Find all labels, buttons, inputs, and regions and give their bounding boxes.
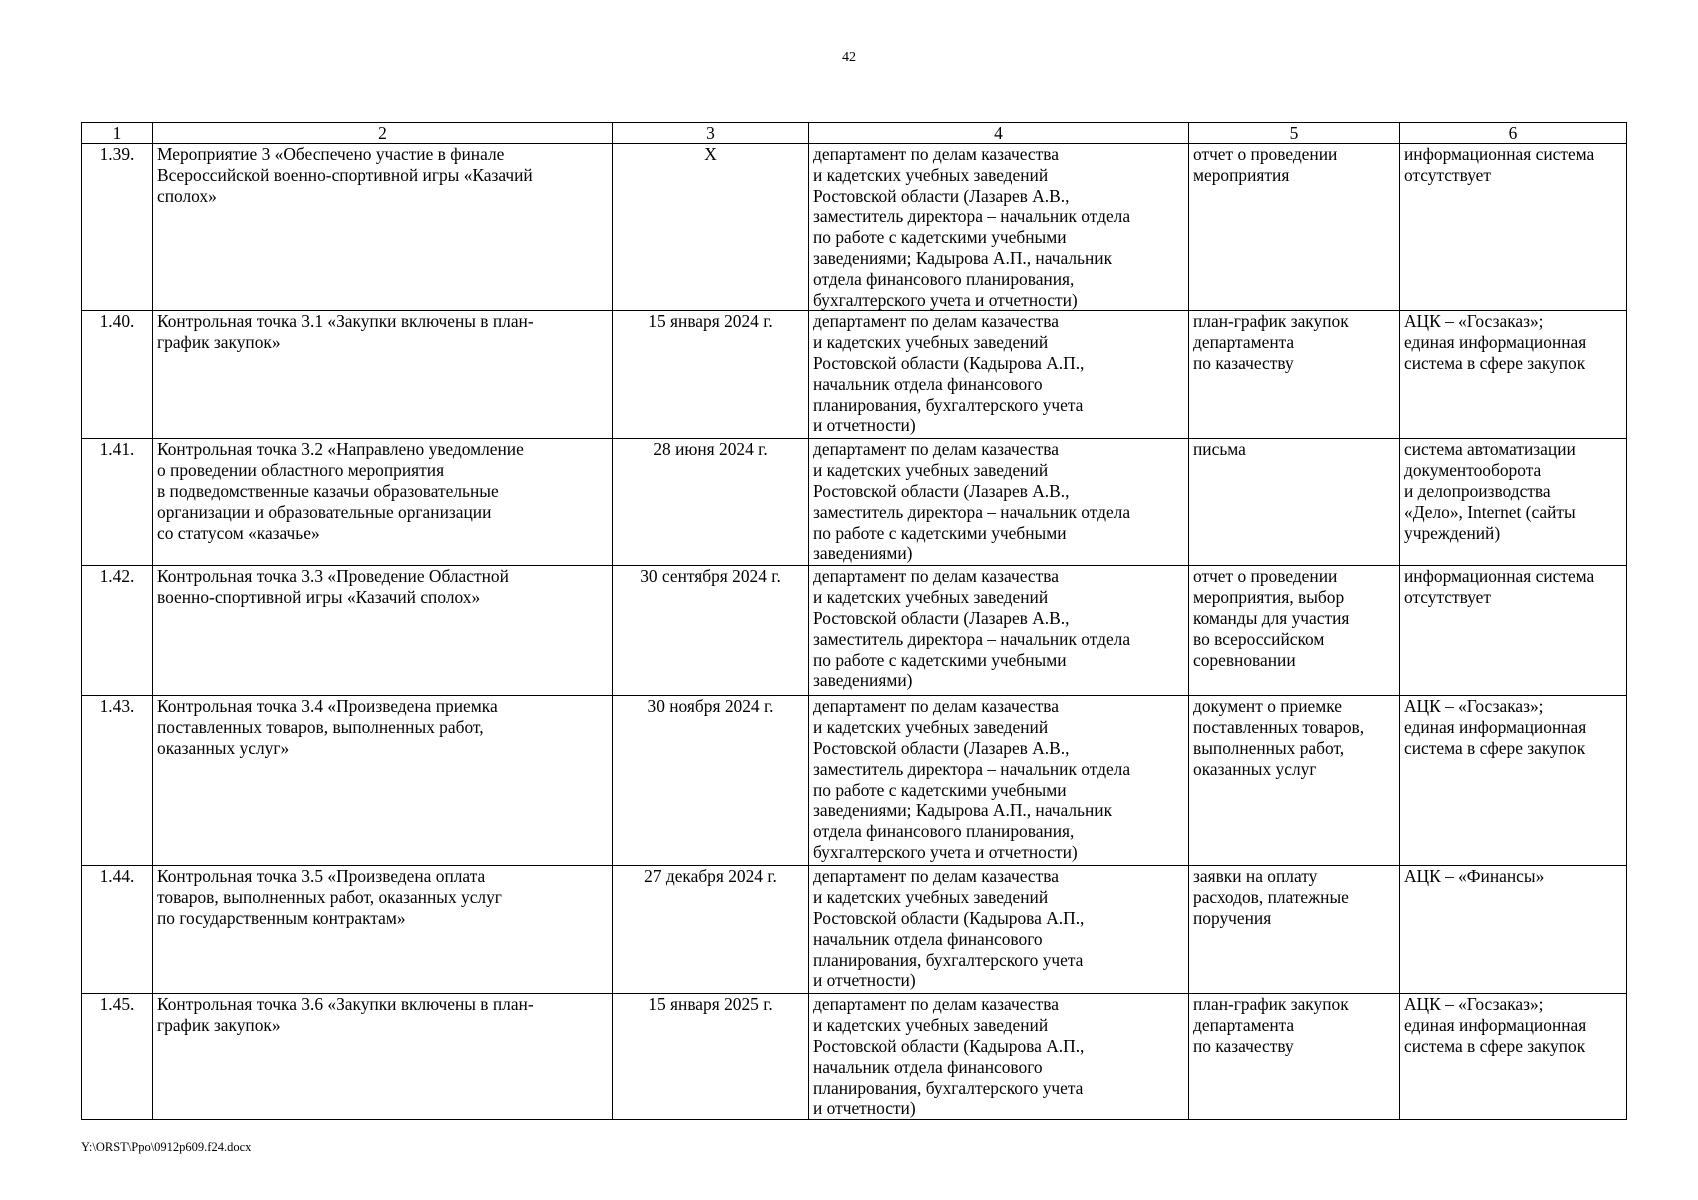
responsible: департамент по делам казачества и кадетских учебных заведений Ростовской области (Кадырова А.П., начальник отдела финансового планирования, бухгалтерского учета и отчетности)	[809, 994, 1189, 1120]
column-header: 5	[1189, 123, 1400, 144]
column-header: 4	[809, 123, 1189, 144]
responsible: департамент по делам казачества и кадетских учебных заведений Ростовской области (Лазарев А.В., заместитель директора – начальник отдела по работе с кадетскими учебными заведениями)	[809, 566, 1189, 696]
document-type: заявки на оплату расходов, платежные поручения	[1189, 866, 1400, 994]
responsible: департамент по делам казачества и кадетских учебных заведений Ростовской области (Кадырова А.П., начальник отдела финансового планирования, бухгалтерского учета и отчетности)	[809, 866, 1189, 994]
document-type: план-график закупок департамента по казачеству	[1189, 311, 1400, 439]
row-number: 1.45.	[82, 994, 153, 1120]
document-type: письма	[1189, 439, 1400, 566]
event-name: Контрольная точка 3.5 «Произведена оплата товаров, выполненных работ, оказанных услуг по государственным контрактам»	[153, 866, 613, 994]
event-name: Мероприятие 3 «Обеспечено участие в финале Всероссийской военно-спортивной игры «Казачий сполох»	[153, 144, 613, 311]
document-type: план-график закупок департамента по казачеству	[1189, 994, 1400, 1120]
table-row	[82, 311, 1627, 439]
document-type: отчет о проведении мероприятия	[1189, 144, 1400, 311]
document-type: отчет о проведении мероприятия, выбор команды для участия во всероссийском соревновании	[1189, 566, 1400, 696]
deadline: 15 января 2025 г.	[613, 994, 809, 1120]
event-name: Контрольная точка 3.2 «Направлено уведомление о проведении областного мероприятия в подведомственные казачьи образовательные организации и образовательные организации со статусом «казачье»	[153, 439, 613, 566]
table-header-row	[82, 123, 1627, 144]
info-system: система автоматизации документооборота и делопроизводства «Дело», Internet (сайты учреждений)	[1400, 439, 1627, 566]
info-system: АЦК – «Финансы»	[1400, 866, 1627, 994]
event-name: Контрольная точка 3.4 «Произведена приемка поставленных товаров, выполненных работ, оказанных услуг»	[153, 696, 613, 866]
table-row	[82, 866, 1627, 994]
deadline: 30 сентября 2024 г.	[613, 566, 809, 696]
info-system: информационная система отсутствует	[1400, 566, 1627, 696]
footer-file-path: Y:\ORST\Ppo\0912p609.f24.docx	[81, 1140, 252, 1154]
column-header: 6	[1400, 123, 1627, 144]
deadline: 28 июня 2024 г.	[613, 439, 809, 566]
row-number: 1.41.	[82, 439, 153, 566]
info-system: АЦК – «Госзаказ»; единая информационная система в сфере закупок	[1400, 311, 1627, 439]
deadline: 15 января 2024 г.	[613, 311, 809, 439]
event-name: Контрольная точка 3.3 «Проведение Областной военно-спортивной игры «Казачий сполох»	[153, 566, 613, 696]
info-system: информационная система отсутствует	[1400, 144, 1627, 311]
page-number: 42	[842, 50, 856, 65]
row-number: 1.43.	[82, 696, 153, 866]
table-row	[82, 144, 1627, 311]
column-header: 2	[153, 123, 613, 144]
column-header: 1	[82, 123, 153, 144]
responsible: департамент по делам казачества и кадетских учебных заведений Ростовской области (Лазарев А.В., заместитель директора – начальник отдела по работе с кадетскими учебными заведениями; Кадырова А.П., начальник отдела финансового планирования, бухгалтерского учета и отчетности)	[809, 696, 1189, 866]
row-number: 1.40.	[82, 311, 153, 439]
row-number: 1.44.	[82, 866, 153, 994]
table-row	[82, 994, 1627, 1120]
responsible: департамент по делам казачества и кадетских учебных заведений Ростовской области (Лазарев А.В., заместитель директора – начальник отдела по работе с кадетскими учебными заведениями)	[809, 439, 1189, 566]
column-header: 3	[613, 123, 809, 144]
deadline: X	[613, 144, 809, 311]
event-name: Контрольная точка 3.6 «Закупки включены в план- график закупок»	[153, 994, 613, 1120]
row-number: 1.39.	[82, 144, 153, 311]
responsible: департамент по делам казачества и кадетских учебных заведений Ростовской области (Кадырова А.П., начальник отдела финансового планирования, бухгалтерского учета и отчетности)	[809, 311, 1189, 439]
document-type: документ о приемке поставленных товаров, выполненных работ, оказанных услуг	[1189, 696, 1400, 866]
table-row	[82, 566, 1627, 696]
row-number: 1.42.	[82, 566, 153, 696]
table-row	[82, 439, 1627, 566]
deadline: 30 ноября 2024 г.	[613, 696, 809, 866]
deadline: 27 декабря 2024 г.	[613, 866, 809, 994]
responsible: департамент по делам казачества и кадетских учебных заведений Ростовской области (Лазарев А.В., заместитель директора – начальник отдела по работе с кадетскими учебными заведениями; Кадырова А.П., начальник отдела финансового планирования, бухгалтерского учета и отчетности)	[809, 144, 1189, 311]
info-system: АЦК – «Госзаказ»; единая информационная система в сфере закупок	[1400, 994, 1627, 1120]
event-name: Контрольная точка 3.1 «Закупки включены в план- график закупок»	[153, 311, 613, 439]
plan-table	[81, 122, 1627, 1120]
info-system: АЦК – «Госзаказ»; единая информационная система в сфере закупок	[1400, 696, 1627, 866]
table-row	[82, 696, 1627, 866]
